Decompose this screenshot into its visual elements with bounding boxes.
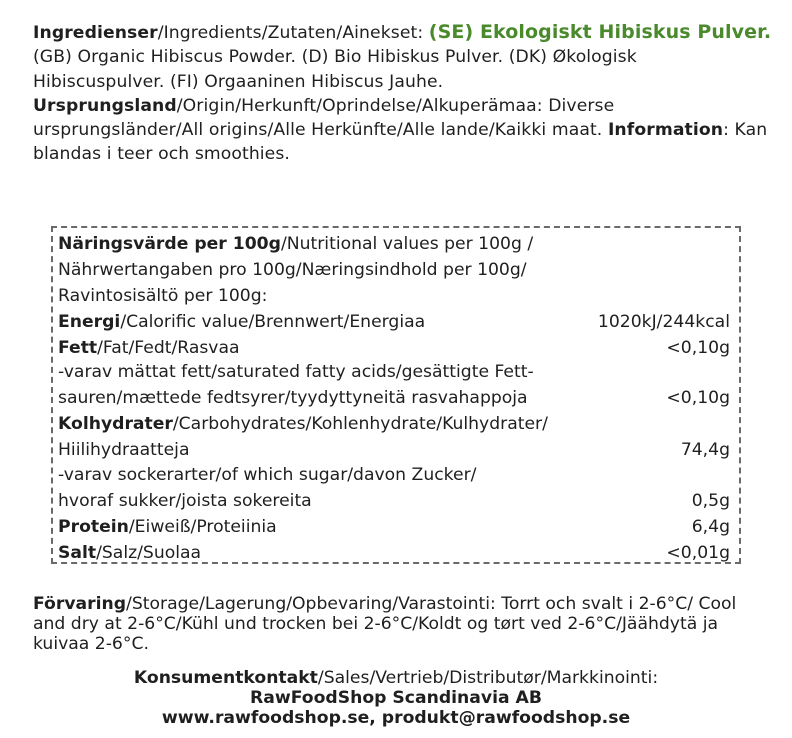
- contact-heading: [0, 668, 792, 688]
- nutrition-header-label: Näringsvärde per 100g: [58, 234, 281, 254]
- nutrition-row-fat: [58, 335, 730, 361]
- consumer-contact: [0, 668, 792, 728]
- origin-label: Ursprungsland: [33, 95, 177, 116]
- protein-value: 6,4g: [691, 517, 730, 537]
- salt-label: Salt: [58, 543, 97, 563]
- nutrition-row-protein: [58, 514, 730, 540]
- ingredients-label-translations: /Ingredients/Zutaten/Ainekset:: [157, 23, 429, 43]
- ingredients-paragraph: [33, 20, 773, 167]
- salt-value: <0,01g: [666, 543, 730, 563]
- nutrition-row-sugar-line-2: [58, 488, 730, 514]
- nutrition-header-line-2: [58, 257, 730, 283]
- carbohydrates-translations: Hiilihydraatteja: [58, 440, 190, 460]
- information-text: : Kan blandas i teer och smoothies.: [33, 120, 768, 165]
- origin-text: /Origin/Herkunft/Oprindelse/Alkuperämaa: Diverse ursprungsländer/All origins/Alle Herkünfte/Alle lande/Kaikki maat.: [33, 95, 615, 141]
- saturated-fat-label: sauren/mættede fedtsyrer/tyydyttyneitä rasvahappoja: [58, 388, 528, 408]
- web-and-email: www.rawfoodshop.se, produkt@rawfoodshop.se: [161, 708, 631, 728]
- company-name: RawFoodShop Scandinavia AB: [250, 688, 542, 708]
- contact-label: Konsumentkontakt: [133, 668, 318, 688]
- sugar-label: hvoraf sukker/joista sokereita: [58, 491, 312, 511]
- fat-translations: /Fat/Fedt/Rasvaa: [97, 338, 240, 358]
- storage-paragraph: [33, 594, 773, 654]
- nutrition-header-text: Ravintosisältö per 100g:: [58, 286, 268, 306]
- ingredients-label: Ingredienser: [33, 23, 158, 43]
- nutrition-row-carbohydrates: [58, 411, 730, 437]
- salt-translations: /Salz/Suolaa: [96, 543, 202, 563]
- carbohydrates-label: Kolhydrater: [58, 414, 173, 434]
- product-name: (SE) Ekologiskt Hibiskus Pulver.: [428, 21, 772, 43]
- nutrition-row-carbohydrates-line-2: [58, 437, 730, 463]
- nutrition-row-saturated-fat-line-2: [58, 385, 730, 411]
- energy-label: Energi: [58, 312, 121, 332]
- energy-value: 1020kJ/244kcal: [597, 312, 730, 332]
- nutrition-header-text: Nährwertangaben pro 100g/Næringsindhold per 100g/: [58, 260, 527, 280]
- information-label: Information: [607, 120, 724, 141]
- carbohydrates-value: 74,4g: [680, 440, 730, 460]
- nutrition-header-line-3: [58, 283, 730, 309]
- fat-label: Fett: [58, 338, 98, 358]
- energy-translations: /Calorific value/Brennwert/Energiaa: [120, 312, 426, 332]
- fat-value: <0,10g: [666, 338, 730, 358]
- nutrition-row-energy: [58, 309, 730, 335]
- storage-label: Förvaring: [33, 594, 127, 614]
- sugar-label: -varav sockerarter/of which sugar/davon Zucker/: [58, 465, 477, 485]
- saturated-fat-label: -varav mättat fett/saturated fatty acids/gesättigte Fett-: [58, 362, 534, 382]
- nutrition-header-translation: /Nutritional values per 100g /: [280, 234, 534, 254]
- nutrition-header-line-1: [58, 231, 730, 257]
- product-name-translations: (GB) Organic Hibiscus Powder. (D) Bio Hibiskus Pulver. (DK) Økologisk Hibiscuspulver. (FI) Orgaaninen Hibiscus Jauhe.: [33, 47, 637, 92]
- storage-text: /Storage/Lagerung/Opbevaring/Varastointi: Torrt och svalt i 2-6°C/ Cool and dry at 2-6°C/Kühl und trocken bei 2-6°C/Koldt og tørt ved 2-6°C/Jäähdytä ja kuivaa 2-6°C.: [33, 594, 737, 654]
- protein-label: Protein: [58, 517, 129, 537]
- nutrition-row-salt: [58, 540, 730, 566]
- sugar-value: 0,5g: [691, 491, 730, 511]
- nutrition-row-saturated-fat-line-1: [58, 359, 730, 385]
- protein-translations: /Eiweiß/Proteiinia: [128, 517, 277, 537]
- saturated-fat-value: <0,10g: [666, 388, 730, 408]
- contact-label-translations: /Sales/Vertrieb/Distributør/Markkinointi:: [317, 668, 659, 688]
- nutrition-row-sugar-line-1: [58, 462, 730, 488]
- carbohydrates-translations: /Carbohydrates/Kohlenhydrate/Kulhydrater/: [172, 414, 548, 434]
